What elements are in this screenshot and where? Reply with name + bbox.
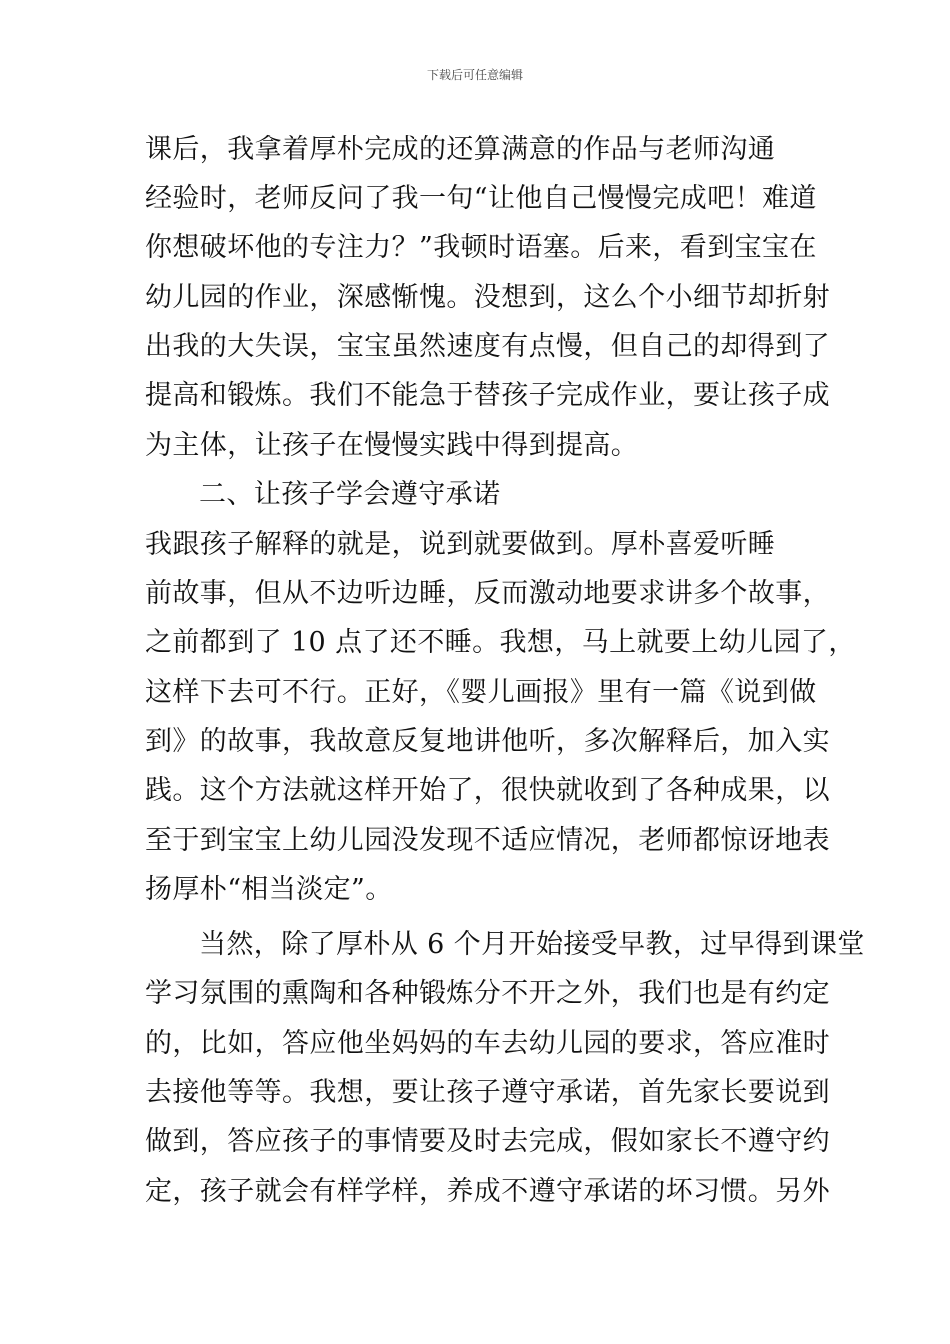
paragraph-line: 到》的故事，我故意反复地讲他听，多次解释后，加入实	[145, 726, 830, 757]
paragraph-line: 当然，除了厚朴从 6 个月开始接受早教，过早得到课堂	[199, 929, 865, 960]
page-header: 下载后可任意编辑	[426, 68, 523, 82]
paragraph-line: 之前都到了 10 点了还不睡。我想，马上就要上幼儿园了，	[145, 627, 856, 658]
paragraph-line: 我跟孩子解释的就是，说到就要做到。厚朴喜爱听睡	[145, 529, 776, 560]
paragraph-line: 幼儿园的作业，深感惭愧。没想到，这么个小细节却折射	[145, 282, 830, 313]
paragraph-line: 扬厚朴“相当淡定”。	[145, 874, 393, 905]
section-heading: 二、让孩子学会遵守承诺	[199, 479, 501, 510]
paragraph-line: 至于到宝宝上幼儿园没发现不适应情况，老师都惊讶地表	[145, 825, 830, 856]
paragraph-line: 出我的大失误，宝宝虽然速度有点慢，但自己的却得到了	[145, 331, 830, 362]
paragraph-line: 经验时，老师反问了我一句“让他自己慢慢完成吧！难道	[145, 183, 817, 214]
paragraph-line: 做到，答应孩子的事情要及时去完成，假如家长不遵守约	[145, 1126, 830, 1157]
paragraph-line: 为主体，让孩子在慢慢实践中得到提高。	[145, 430, 639, 461]
paragraph-line: 的，比如，答应他坐妈妈的车去幼儿园的要求，答应准时	[145, 1028, 830, 1059]
paragraph-line: 提高和锻炼。我们不能急于替孩子完成作业，要让孩子成	[145, 380, 830, 411]
paragraph-line: 去接他等等。我想，要让孩子遵守承诺，首先家长要说到	[145, 1077, 830, 1108]
paragraph-line: 前故事，但从不边听边睡，反而激动地要求讲多个故事，	[145, 578, 830, 609]
paragraph-line: 践。这个方法就这样开始了，很快就收到了各种成果，以	[145, 775, 830, 806]
paragraph-line: 定，孩子就会有样学样，养成不遵守承诺的坏习惯。另外	[145, 1176, 830, 1207]
paragraph-line: 这样下去可不行。正好，《婴儿画报》里有一篇《说到做	[145, 677, 817, 708]
paragraph-line: 学习氛围的熏陶和各种锻炼分不开之外，我们也是有约定	[145, 978, 830, 1009]
paragraph-line: 课后，我拿着厚朴完成的还算满意的作品与老师沟通	[145, 134, 776, 165]
paragraph-line: 你想破坏他的专注力？”我顿时语塞。后来，看到宝宝在	[145, 232, 817, 263]
